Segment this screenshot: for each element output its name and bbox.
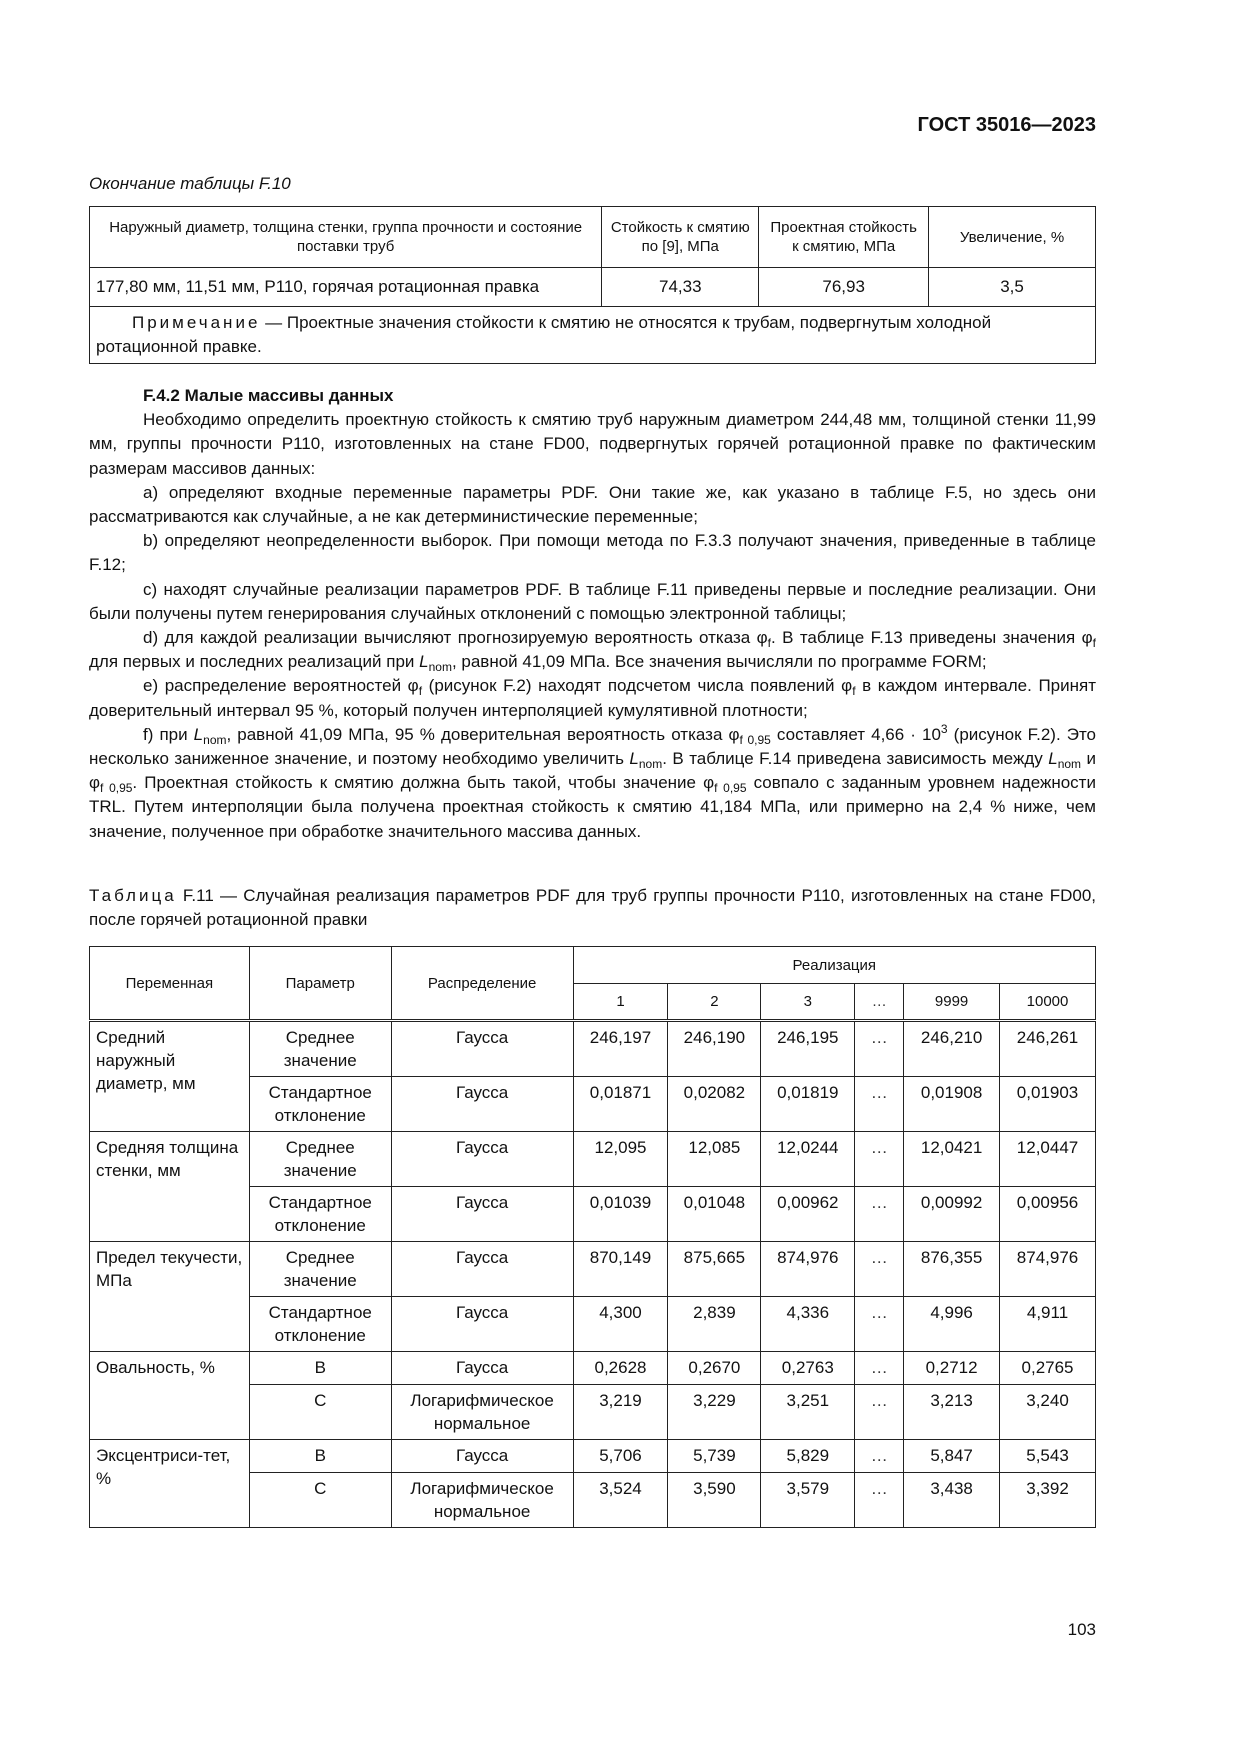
table-row bbox=[90, 1352, 1096, 1385]
realization-value-cell: 0,01908 bbox=[904, 1077, 1000, 1132]
realization-value-cell: … bbox=[855, 1021, 904, 1077]
distribution-cell: Гаусса bbox=[391, 1352, 573, 1385]
realization-value-cell: 874,976 bbox=[1000, 1242, 1096, 1297]
distribution-cell: Логарифмическое нормальное bbox=[391, 1473, 573, 1528]
parameter-cell: B bbox=[249, 1440, 391, 1473]
realization-value-cell: 4,336 bbox=[761, 1297, 855, 1352]
realization-value-cell: 4,996 bbox=[904, 1297, 1000, 1352]
table-f11 bbox=[89, 946, 1096, 1528]
section-heading: F.4.2 Малые массивы данных bbox=[143, 386, 394, 405]
realization-value-cell: 12,0244 bbox=[761, 1132, 855, 1187]
realization-value-cell: … bbox=[855, 1440, 904, 1473]
col-header-parameter: Параметр bbox=[249, 947, 391, 1021]
realization-value-cell: 5,829 bbox=[761, 1440, 855, 1473]
realization-value-cell: 3,438 bbox=[904, 1473, 1000, 1528]
col-header-variable: Переменная bbox=[90, 947, 250, 1021]
realization-value-cell: 12,0421 bbox=[904, 1132, 1000, 1187]
table-row bbox=[90, 1132, 1096, 1187]
realization-value-cell: 3,219 bbox=[573, 1385, 668, 1440]
distribution-cell: Гаусса bbox=[391, 1132, 573, 1187]
realization-value-cell: 2,839 bbox=[668, 1297, 761, 1352]
list-item-f: f) при $L_{nom}$, равной 41,09 МПа, 95 % доверительная вероятность отказа $\varphi_{f 0,95}$ составляет $4,66 \cdot 10^3$ (рисунок F.2). Это несколько заниженное значение, и поэтому необходимо увеличить $L_{nom}$. В таблице F.14 приведена зависимость между $L_{nom}$ и $\varphi_{f 0,95}$. Проектная стойкость к смятию должна быть такой, чтобы значение $\varphi_{f 0,95}$ совпало с заданным уровнем надежности TRL. Путем интерполяции была получена проектная стойкость к смятию 41,184 МПа, или примерно на 2,4 % ниже, чем значение, полученное при обработке значительного массива данных. bbox=[89, 721, 1096, 841]
realization-value-cell: 0,00962 bbox=[761, 1187, 855, 1242]
realization-value-cell: 246,261 bbox=[1000, 1021, 1096, 1077]
parameter-cell: Стандартное отклонение bbox=[249, 1297, 391, 1352]
realization-value-cell: 0,2712 bbox=[904, 1352, 1000, 1385]
realization-value-cell: … bbox=[855, 1352, 904, 1385]
list-item-b: b) определяют неопределенности выборок. При помощи метода по F.3.3 получают значения, приведенные в таблице F.12; bbox=[89, 531, 1096, 575]
table-f10-cell: 177,80 мм, 11,51 мм, P110, горячая ротационная правка bbox=[90, 268, 602, 307]
variable-cell: Овальность, % bbox=[90, 1352, 250, 1440]
realization-value-cell: 5,739 bbox=[668, 1440, 761, 1473]
realization-value-cell: 246,190 bbox=[668, 1021, 761, 1077]
realization-value-cell: 5,706 bbox=[573, 1440, 668, 1473]
realization-value-cell: 876,355 bbox=[904, 1242, 1000, 1297]
realization-value-cell: 0,01903 bbox=[1000, 1077, 1096, 1132]
realization-value-cell: 5,543 bbox=[1000, 1440, 1096, 1473]
realization-value-cell: 0,2765 bbox=[1000, 1352, 1096, 1385]
realization-value-cell: 0,00956 bbox=[1000, 1187, 1096, 1242]
realization-value-cell: 3,213 bbox=[904, 1385, 1000, 1440]
realization-value-cell: 3,251 bbox=[761, 1385, 855, 1440]
realization-value-cell: 4,300 bbox=[573, 1297, 668, 1352]
col-header-realization-index: 1 bbox=[573, 984, 668, 1021]
distribution-cell: Гаусса bbox=[391, 1440, 573, 1473]
realization-value-cell: 0,2763 bbox=[761, 1352, 855, 1385]
table-f10-cell: 3,5 bbox=[929, 268, 1096, 307]
realization-value-cell: … bbox=[855, 1385, 904, 1440]
note-label: Примечание bbox=[132, 313, 261, 332]
parameter-cell: Среднее значение bbox=[249, 1132, 391, 1187]
realization-value-cell: … bbox=[855, 1242, 904, 1297]
col-header-realization-index: 10000 bbox=[1000, 984, 1096, 1021]
table-f10-header: Наружный диаметр, толщина стенки, группа прочности и состояние поставки труб bbox=[90, 207, 602, 268]
col-header-realization-index: … bbox=[855, 984, 904, 1021]
section-body bbox=[89, 384, 1096, 844]
realization-value-cell: … bbox=[855, 1297, 904, 1352]
parameter-cell: C bbox=[249, 1473, 391, 1528]
table-f10-header: Проектная стойкость к смятию, МПа bbox=[759, 207, 929, 268]
realization-value-cell: 0,2670 bbox=[668, 1352, 761, 1385]
col-header-realization: Реализация bbox=[573, 947, 1095, 984]
col-header-distribution: Распределение bbox=[391, 947, 573, 1021]
table-row bbox=[90, 1242, 1096, 1297]
realization-value-cell: 3,240 bbox=[1000, 1385, 1096, 1440]
table-row bbox=[90, 1021, 1096, 1077]
col-header-realization-index: 9999 bbox=[904, 984, 1000, 1021]
realization-value-cell: 246,197 bbox=[573, 1021, 668, 1077]
distribution-cell: Гаусса bbox=[391, 1021, 573, 1077]
realization-value-cell: 3,524 bbox=[573, 1473, 668, 1528]
variable-cell: Средняя толщина стенки, мм bbox=[90, 1132, 250, 1242]
realization-value-cell: 0,00992 bbox=[904, 1187, 1000, 1242]
parameter-cell: Стандартное отклонение bbox=[249, 1187, 391, 1242]
realization-value-cell: 0,02082 bbox=[668, 1077, 761, 1132]
parameter-cell: Стандартное отклонение bbox=[249, 1077, 391, 1132]
table-f10-note bbox=[90, 307, 1096, 364]
variable-cell: Эксцентриси-тет, % bbox=[90, 1440, 250, 1528]
table-f10-header: Стойкость к смятию по [9], МПа bbox=[602, 207, 759, 268]
section-intro: Необходимо определить проектную стойкость к смятию труб наружным диаметром 244,48 мм, толщиной стенки 11,99 мм, группы прочности P110, изготовленных на стане FD00, подвергнутых горячей ротационной правке по фактическим размерам массивов данных: bbox=[89, 410, 1096, 478]
realization-value-cell: 870,149 bbox=[573, 1242, 668, 1297]
distribution-cell: Гаусса bbox=[391, 1187, 573, 1242]
realization-value-cell: 875,665 bbox=[668, 1242, 761, 1297]
realization-value-cell: 5,847 bbox=[904, 1440, 1000, 1473]
realization-value-cell: 12,085 bbox=[668, 1132, 761, 1187]
realization-value-cell: 3,229 bbox=[668, 1385, 761, 1440]
realization-value-cell: … bbox=[855, 1187, 904, 1242]
table-f11-body bbox=[90, 1021, 1096, 1528]
realization-value-cell: 0,01048 bbox=[668, 1187, 761, 1242]
document-code: ГОСТ 35016—2023 bbox=[917, 114, 1096, 136]
list-item-c: c) находят случайные реализации параметров PDF. В таблице F.11 приведены первые и последние реализации. Они были получены путем генерирования случайных отклонений с помощью электронной таблицы; bbox=[89, 579, 1096, 623]
realization-value-cell: … bbox=[855, 1132, 904, 1187]
table-f10-cell: 74,33 bbox=[602, 268, 759, 307]
realization-value-cell: 0,01039 bbox=[573, 1187, 668, 1242]
realization-value-cell: 0,01871 bbox=[573, 1077, 668, 1132]
realization-value-cell: 0,2628 bbox=[573, 1352, 668, 1385]
realization-value-cell: 874,976 bbox=[761, 1242, 855, 1297]
table-f10 bbox=[89, 206, 1096, 364]
realization-value-cell: 246,210 bbox=[904, 1021, 1000, 1077]
distribution-cell: Гаусса bbox=[391, 1297, 573, 1352]
realization-value-cell: 12,095 bbox=[573, 1132, 668, 1187]
parameter-cell: C bbox=[249, 1385, 391, 1440]
realization-value-cell: 12,0447 bbox=[1000, 1132, 1096, 1187]
realization-value-cell: 3,590 bbox=[668, 1473, 761, 1528]
realization-value-cell: 4,911 bbox=[1000, 1297, 1096, 1352]
col-header-realization-index: 3 bbox=[761, 984, 855, 1021]
parameter-cell: Среднее значение bbox=[249, 1021, 391, 1077]
table-row bbox=[90, 1440, 1096, 1473]
table-f10-cell: 76,93 bbox=[759, 268, 929, 307]
note-text: — Проектные значения стойкости к смятию не относятся к трубам, подвергнутым холодной ротационной правке. bbox=[96, 313, 992, 356]
variable-cell: Средний наружный диаметр, мм bbox=[90, 1021, 250, 1132]
parameter-cell: Среднее значение bbox=[249, 1242, 391, 1297]
realization-value-cell: … bbox=[855, 1473, 904, 1528]
table-f10-header: Увеличение, % bbox=[929, 207, 1096, 268]
list-item-a: a) определяют входные переменные параметры PDF. Они такие же, как указано в таблице F.5, но здесь они рассматриваются как случайные, а не как детерминистические переменные; bbox=[89, 482, 1096, 527]
col-header-realization-index: 2 bbox=[668, 984, 761, 1021]
table-continuation-caption: Окончание таблицы F.10 bbox=[89, 174, 291, 193]
distribution-cell: Гаусса bbox=[391, 1242, 573, 1297]
list-item-d: d) для каждой реализации вычисляют прогнозируемую вероятность отказа $\varphi_f$. В таблице F.13 приведены значения $\varphi_f$ для первых и последних реализаций при $L_{nom}$, равной 41,09 МПа. Все значения вычисляли по программе FORM; bbox=[89, 628, 1096, 675]
realization-value-cell: 0,01819 bbox=[761, 1077, 855, 1132]
distribution-cell: Гаусса bbox=[391, 1077, 573, 1132]
realization-value-cell: 3,579 bbox=[761, 1473, 855, 1528]
parameter-cell: B bbox=[249, 1352, 391, 1385]
realization-value-cell: 246,195 bbox=[761, 1021, 855, 1077]
page-number: 103 bbox=[1067, 1620, 1096, 1639]
variable-cell: Предел текучести, МПа bbox=[90, 1242, 250, 1352]
table-f11-caption: Таблица F.11 — Случайная реализация параметров PDF для труб группы прочности P110, изготовленных на стане FD00, после горячей ротационной правки bbox=[89, 886, 1096, 929]
list-item-e: e) распределение вероятностей $\varphi_f$ (рисунок F.2) находят подсчетом числа появлений $\varphi_f$ в каждом интервале. Принят доверительный интервал 95 %, который получен интерполяцией кумулятивной плотности; bbox=[89, 676, 1097, 720]
realization-value-cell: … bbox=[855, 1077, 904, 1132]
realization-value-cell: 3,392 bbox=[1000, 1473, 1096, 1528]
distribution-cell: Логарифмическое нормальное bbox=[391, 1385, 573, 1440]
